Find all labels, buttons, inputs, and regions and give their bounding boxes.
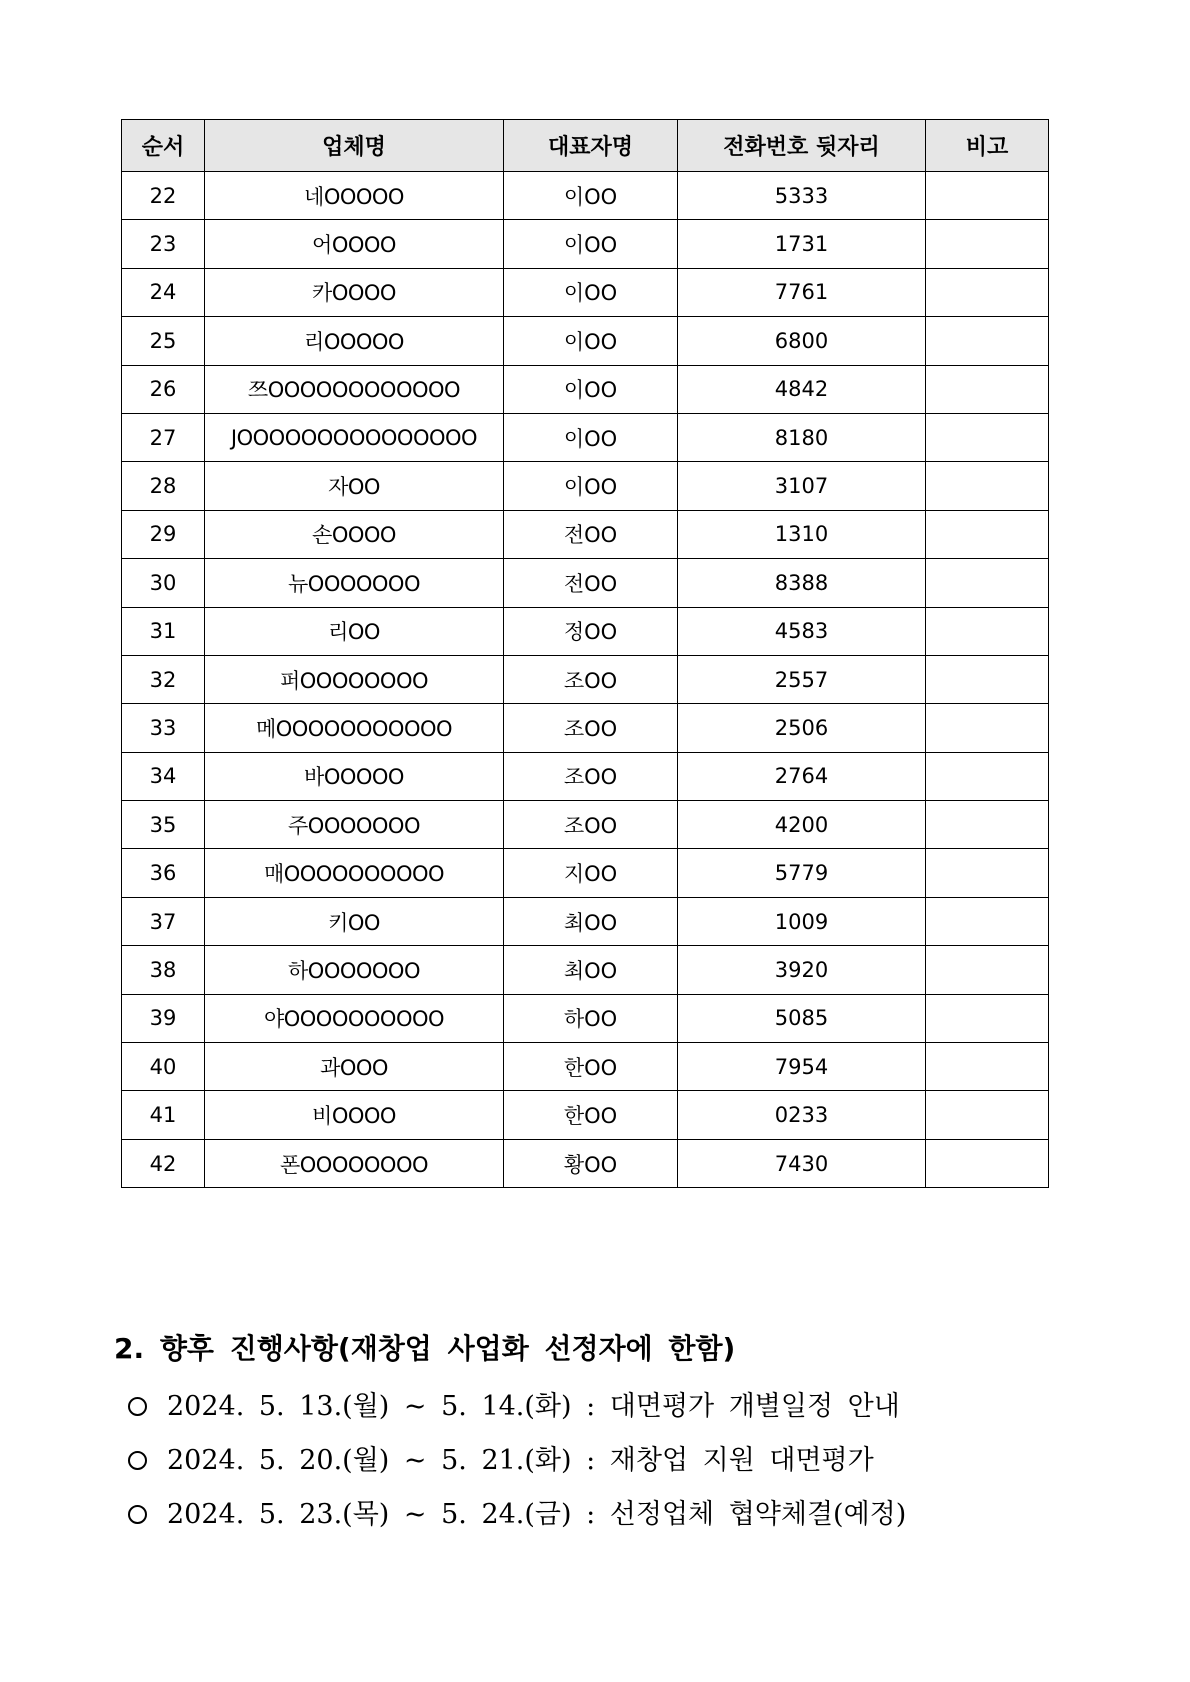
table-row [122,220,1049,268]
phone-suffix-cell: 4583 [678,607,926,655]
next-steps-section [114,1328,1074,1542]
representative-cell: 조OO [504,655,678,703]
order-cell: 36 [122,849,205,897]
table-row [122,849,1049,897]
company-name-cell: 카OOOO [205,268,504,316]
schedule-item [128,1434,1074,1488]
table-row [122,994,1049,1042]
order-cell: 28 [122,462,205,510]
note-cell [926,510,1049,558]
representative-cell: 이OO [504,462,678,510]
order-cell: 22 [122,172,205,220]
company-name-cell: 하OOOOOOO [205,946,504,994]
note-cell [926,172,1049,220]
representative-cell: 최OO [504,897,678,945]
table-row [122,365,1049,413]
company-name-cell: 야OOOOOOOOOO [205,994,504,1042]
table-body [122,172,1049,1188]
order-cell: 25 [122,317,205,365]
representative-cell: 이OO [504,317,678,365]
note-cell [926,268,1049,316]
company-list-table [121,119,1049,1188]
company-name-cell: 주OOOOOOO [205,801,504,849]
note-cell [926,559,1049,607]
company-name-cell: 비OOOO [205,1091,504,1139]
phone-suffix-cell: 5085 [678,994,926,1042]
company-name-cell: 뉴OOOOOOO [205,559,504,607]
circle-bullet-icon [128,1505,147,1524]
table-row [122,510,1049,558]
representative-cell: 전OO [504,559,678,607]
company-name-cell: JOOOOOOOOOOOOOOO [205,413,504,461]
phone-suffix-cell: 1310 [678,510,926,558]
table-row [122,172,1049,220]
phone-suffix-cell: 8388 [678,559,926,607]
note-cell [926,994,1049,1042]
company-name-cell: 메OOOOOOOOOOO [205,704,504,752]
header-phone-suffix: 전화번호 뒷자리 [678,120,926,172]
note-cell [926,655,1049,703]
order-cell: 26 [122,365,205,413]
phone-suffix-cell: 0233 [678,1091,926,1139]
order-cell: 31 [122,607,205,655]
company-name-cell: 어OOOO [205,220,504,268]
phone-suffix-cell: 2764 [678,752,926,800]
representative-cell: 조OO [504,704,678,752]
header-company: 업체명 [205,120,504,172]
phone-suffix-cell: 1731 [678,220,926,268]
note-cell [926,704,1049,752]
phone-suffix-cell: 7954 [678,1043,926,1091]
company-name-cell: 네OOOOO [205,172,504,220]
table-row [122,752,1049,800]
phone-suffix-cell: 3920 [678,946,926,994]
representative-cell: 하OO [504,994,678,1042]
phone-suffix-cell: 5779 [678,849,926,897]
company-name-cell: 퍼OOOOOOOO [205,655,504,703]
order-cell: 38 [122,946,205,994]
note-cell [926,413,1049,461]
table-row [122,317,1049,365]
table-row [122,801,1049,849]
schedule-item-text: 2024. 5. 23.(목) ~ 5. 24.(금) : 선정업체 협약체결(예정) [167,1499,907,1530]
company-name-cell: 리OOOOO [205,317,504,365]
representative-cell: 최OO [504,946,678,994]
table-row [122,413,1049,461]
company-name-cell: 쯔OOOOOOOOOOOO [205,365,504,413]
note-cell [926,1091,1049,1139]
table-row [122,559,1049,607]
table-row [122,1091,1049,1139]
note-cell [926,1139,1049,1187]
representative-cell: 전OO [504,510,678,558]
schedule-item [128,1380,1074,1434]
note-cell [926,1043,1049,1091]
order-cell: 24 [122,268,205,316]
company-name-cell: 매OOOOOOOOOO [205,849,504,897]
schedule-item-text: 2024. 5. 13.(월) ~ 5. 14.(화) : 대면평가 개별일정 안내 [167,1391,900,1422]
representative-cell: 한OO [504,1043,678,1091]
note-cell [926,462,1049,510]
table-row [122,268,1049,316]
phone-suffix-cell: 7430 [678,1139,926,1187]
table-row [122,946,1049,994]
table-row [122,1043,1049,1091]
phone-suffix-cell: 4842 [678,365,926,413]
order-cell: 42 [122,1139,205,1187]
representative-cell: 이OO [504,172,678,220]
order-cell: 33 [122,704,205,752]
company-name-cell: 폰OOOOOOOO [205,1139,504,1187]
company-name-cell: 손OOOO [205,510,504,558]
order-cell: 39 [122,994,205,1042]
note-cell [926,607,1049,655]
phone-suffix-cell: 8180 [678,413,926,461]
note-cell [926,897,1049,945]
representative-cell: 정OO [504,607,678,655]
order-cell: 41 [122,1091,205,1139]
note-cell [926,801,1049,849]
table-row [122,462,1049,510]
phone-suffix-cell: 1009 [678,897,926,945]
table-header-row [122,120,1049,172]
order-cell: 34 [122,752,205,800]
header-order: 순서 [122,120,205,172]
schedule-list [114,1380,1074,1542]
phone-suffix-cell: 2506 [678,704,926,752]
representative-cell: 이OO [504,365,678,413]
order-cell: 37 [122,897,205,945]
table-row [122,897,1049,945]
table-row [122,1139,1049,1187]
note-cell [926,849,1049,897]
order-cell: 35 [122,801,205,849]
phone-suffix-cell: 5333 [678,172,926,220]
note-cell [926,946,1049,994]
representative-cell: 조OO [504,801,678,849]
company-name-cell: 리OO [205,607,504,655]
table-row [122,607,1049,655]
note-cell [926,317,1049,365]
company-name-cell: 자OO [205,462,504,510]
phone-suffix-cell: 3107 [678,462,926,510]
representative-cell: 지OO [504,849,678,897]
company-name-cell: 과OOO [205,1043,504,1091]
representative-cell: 이OO [504,220,678,268]
note-cell [926,220,1049,268]
phone-suffix-cell: 7761 [678,268,926,316]
note-cell [926,752,1049,800]
order-cell: 40 [122,1043,205,1091]
order-cell: 32 [122,655,205,703]
company-name-cell: 바OOOOO [205,752,504,800]
circle-bullet-icon [128,1397,147,1416]
phone-suffix-cell: 4200 [678,801,926,849]
note-cell [926,365,1049,413]
company-name-cell: 키OO [205,897,504,945]
section-title: 2. 향후 진행사항(재창업 사업화 선정자에 한함) [114,1332,736,1365]
phone-suffix-cell: 6800 [678,317,926,365]
schedule-item-text: 2024. 5. 20.(월) ~ 5. 21.(화) : 재창업 지원 대면평가 [167,1445,874,1476]
header-representative: 대표자명 [504,120,678,172]
header-note: 비고 [926,120,1049,172]
order-cell: 23 [122,220,205,268]
representative-cell: 한OO [504,1091,678,1139]
order-cell: 30 [122,559,205,607]
representative-cell: 황OO [504,1139,678,1187]
phone-suffix-cell: 2557 [678,655,926,703]
table-row [122,655,1049,703]
representative-cell: 이OO [504,268,678,316]
representative-cell: 이OO [504,413,678,461]
table-row [122,704,1049,752]
order-cell: 27 [122,413,205,461]
representative-cell: 조OO [504,752,678,800]
schedule-item [128,1488,1074,1542]
circle-bullet-icon [128,1451,147,1470]
order-cell: 29 [122,510,205,558]
